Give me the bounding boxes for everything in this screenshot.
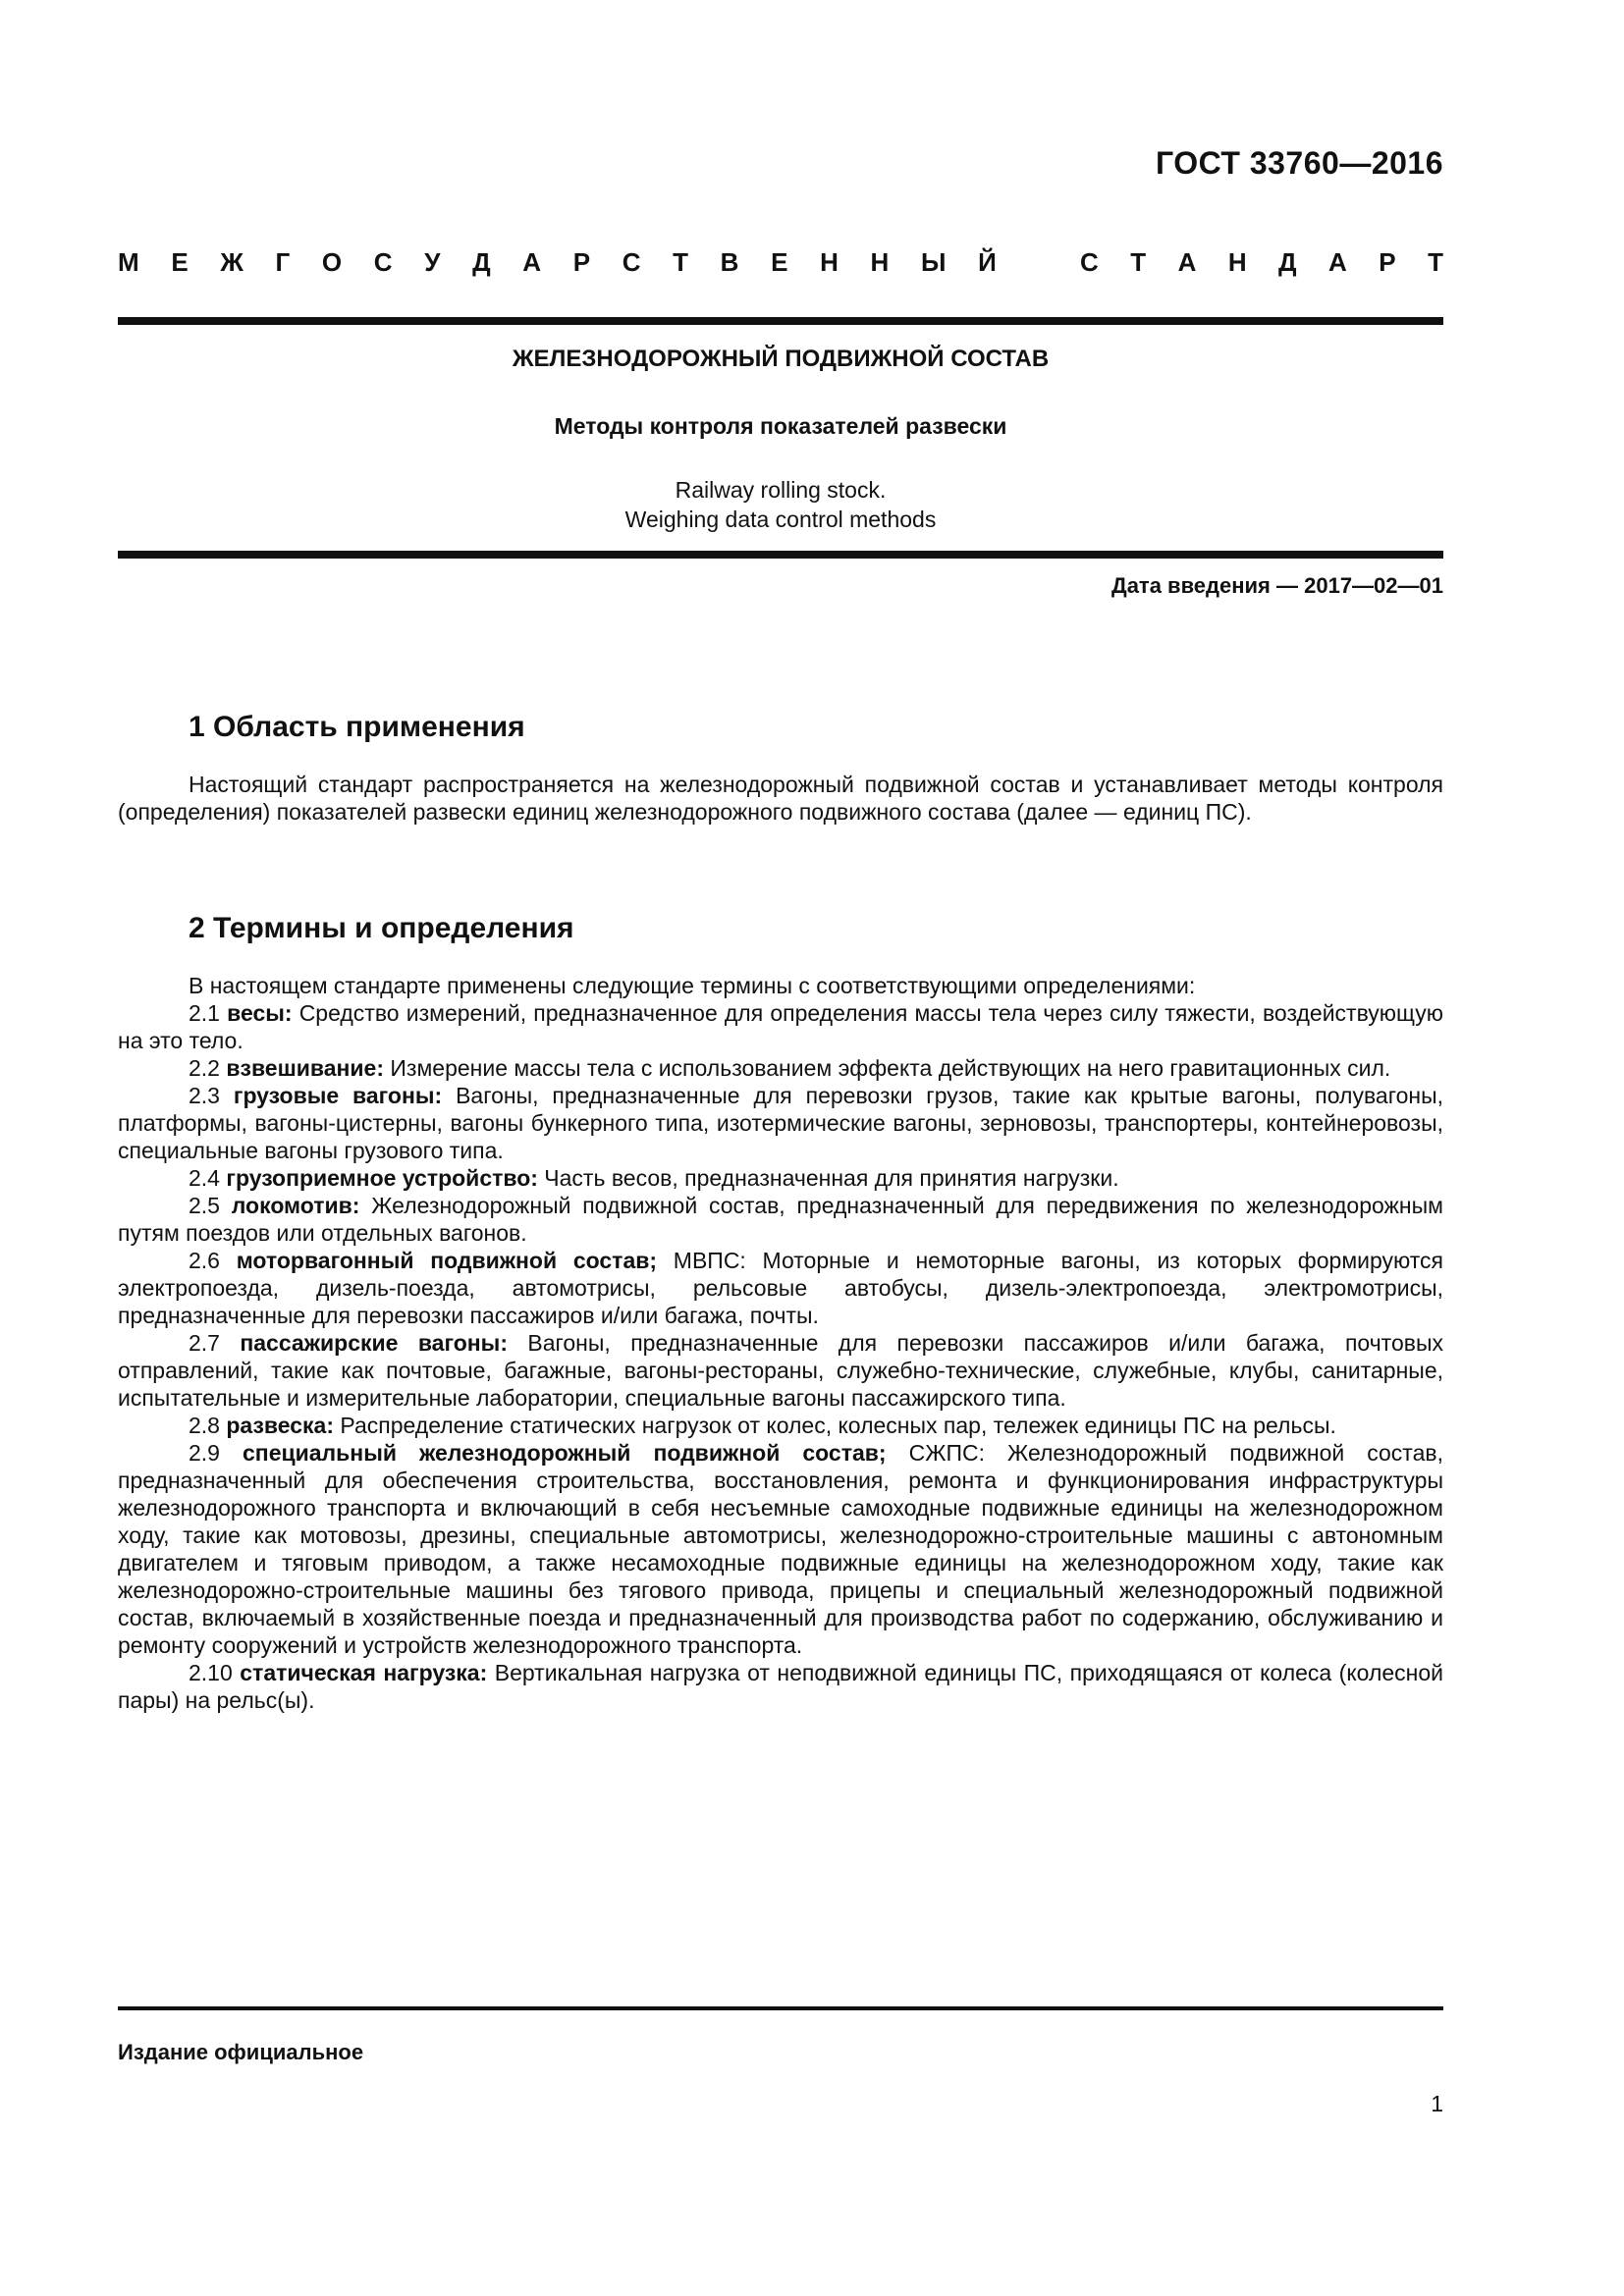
term-name: взвешивание: <box>226 1055 384 1081</box>
banner-letter: Т <box>1130 247 1147 277</box>
section-heading-scope: 1 Область применения <box>189 711 525 743</box>
term-entry <box>118 1439 1443 1659</box>
banner-letter: М <box>118 247 139 277</box>
banner-word-standard <box>1080 247 1443 278</box>
term-number: 2.8 <box>189 1413 227 1438</box>
term-name: моторвагонный подвижной состав; <box>236 1248 658 1273</box>
edition-label: Издание официальное <box>118 2040 364 2064</box>
banner-word-interstate <box>118 247 997 278</box>
term-number: 2.4 <box>189 1165 227 1191</box>
title-divider <box>118 551 1443 559</box>
term-entry <box>118 1192 1443 1247</box>
term-definition: Часть весов, предназначенная для принятия нагрузки. <box>537 1165 1119 1191</box>
introduction-date: Дата введения — 2017—02—01 <box>1111 573 1443 598</box>
term-definition: Вагоны, предназначенные для перевозки грузов, такие как крытые вагоны, полувагоны, платформы, вагоны-цистерны, вагоны бункерного типа, изотермические вагоны, зерновозы, транспортеры, контейнеровозы, специальные вагоны грузового типа. <box>118 1083 1443 1163</box>
term-number: 2.5 <box>189 1193 232 1218</box>
term-entry <box>118 1247 1443 1329</box>
term-entry <box>118 1659 1443 1714</box>
banner-letter: Н <box>820 247 839 277</box>
term-name: специальный железнодорожный подвижной состав; <box>243 1440 887 1466</box>
term-number: 2.3 <box>189 1083 234 1108</box>
banner-letter: С <box>1080 247 1099 277</box>
interstate-standard-banner <box>118 247 1443 278</box>
term-name: грузовые вагоны: <box>233 1083 443 1108</box>
term-entry <box>118 1082 1443 1164</box>
section-heading-terms: 2 Термины и определения <box>189 912 574 944</box>
term-entry <box>118 1329 1443 1412</box>
banner-letter: О <box>321 247 343 277</box>
header-divider <box>118 317 1443 325</box>
term-definition: МВПС: Моторные и немоторные вагоны, из которых формируются электропоезда, дизель-поезда, автомотрисы, рельсовые автобусы, дизель-электропоезда, электромотрисы, предназначенные для перевозки пассажиров и/или багажа, почты. <box>118 1248 1443 1328</box>
banner-letter: Р <box>1379 247 1396 277</box>
english-title-line: Railway rolling stock. <box>675 477 887 503</box>
banner-letter: А <box>1177 247 1197 277</box>
term-number: 2.1 <box>189 1000 228 1026</box>
term-definition: Распределение статических нагрузок от колес, колесных пар, тележек единицы ПС на рельсы. <box>334 1413 1336 1438</box>
banner-letter: А <box>1328 247 1347 277</box>
banner-letter: Т <box>673 247 689 277</box>
banner-letter: Р <box>572 247 591 277</box>
section-body-scope <box>118 771 1443 826</box>
english-title <box>118 475 1443 534</box>
document-title: ЖЕЛЕЗНОДОРОЖНЫЙ ПОДВИЖНОЙ СОСТАВ <box>512 346 1050 372</box>
footer-divider <box>118 2006 1443 2010</box>
banner-letter: Ы <box>920 247 947 277</box>
term-name: развеска: <box>226 1413 335 1438</box>
banner-letter: С <box>373 247 393 277</box>
term-definition: Вертикальная нагрузка от неподвижной единицы ПС, приходящаяся от колеса (колесной пары) на рельс(ы). <box>118 1660 1444 1713</box>
term-name: локомотив: <box>231 1193 360 1218</box>
term-definition: Средство измерений, предназначенное для определения массы тела через силу тяжести, воздействующую на это тело. <box>118 1000 1443 1053</box>
banner-letter: Ж <box>220 247 244 277</box>
banner-letter: Н <box>1227 247 1247 277</box>
term-number: 2.9 <box>189 1440 244 1466</box>
paragraph: В настоящем стандарте применены следующие термины с соответствующими определениями: <box>189 973 1196 998</box>
term-name: весы: <box>227 1000 293 1026</box>
document-page <box>118 0 1443 2296</box>
term-name: грузоприемное устройство: <box>226 1165 538 1191</box>
banner-letter: У <box>424 247 441 277</box>
page-number: 1 <box>1431 2091 1443 2116</box>
banner-letter: Й <box>978 247 997 277</box>
banner-letter: Г <box>275 247 291 277</box>
term-entry <box>118 1412 1443 1439</box>
banner-letter: В <box>720 247 739 277</box>
banner-letter: Н <box>870 247 890 277</box>
term-number: 2.2 <box>189 1055 227 1081</box>
section-body-terms <box>118 972 1443 1714</box>
term-number: 2.6 <box>189 1248 237 1273</box>
term-entry <box>118 1164 1443 1192</box>
term-name: пассажирские вагоны: <box>240 1330 508 1356</box>
term-number: 2.10 <box>189 1660 241 1685</box>
term-entry <box>118 999 1443 1054</box>
document-number: ГОСТ 33760—2016 <box>1155 145 1443 181</box>
banner-letter: А <box>522 247 542 277</box>
document-subtitle: Методы контроля показателей развески <box>554 413 1007 439</box>
term-number: 2.7 <box>189 1330 241 1356</box>
term-definition: СЖПС: Железнодорожный подвижной состав, предназначенный для обеспечения строительства, восстановления, ремонта и функционирования инфраструктуры железнодорожного транспорта и включающий в себя несъемные самоходные подвижные единицы на железнодорожном ходу, такие как мотовозы, дрезины, специальные автомотрисы, железнодорожно-строительные машины с автономным двигателем и тяговым приводом, а также несамоходные подвижные единицы на железнодорожном ходу, такие как железнодорожно-строительные машины без тягового привода, прицепы и специальный железнодорожный подвижной состав, включаемый в хозяйственные поезда и предназначенный для производства работ по содержанию, обслуживанию и ремонту сооружений и устройств железнодорожного транспорта. <box>118 1440 1443 1658</box>
term-entry <box>118 1054 1443 1082</box>
banner-letter: Е <box>171 247 189 277</box>
english-title-line: Weighing data control methods <box>624 507 937 532</box>
term-name: статическая нагрузка: <box>240 1660 488 1685</box>
banner-letter: Д <box>1278 247 1297 277</box>
paragraph: Настоящий стандарт распространяется на железнодорожный подвижной состав и устанавливает методы контроля (определения) показателей развески единиц железнодорожного подвижного состава (далее — единиц ПС). <box>118 772 1443 825</box>
banner-letter: С <box>622 247 641 277</box>
term-definition: Измерение массы тела с использованием эффекта действующих на него гравитационных сил. <box>384 1055 1391 1081</box>
term-definition: Вагоны, предназначенные для перевозки пассажиров и/или багажа, почтовых отправлений, такие как почтовые, багажные, вагоны-рестораны, служебно-технические, служебные, клубы, санитарные, испытательные и измерительные лаборатории, специальные вагоны пассажирского типа. <box>118 1330 1443 1411</box>
banner-letter: Т <box>1428 247 1443 277</box>
term-definition: Железнодорожный подвижной состав, предназначенный для передвижения по железнодорожным путям поездов или отдельных вагонов. <box>118 1193 1443 1246</box>
banner-letter: Е <box>771 247 788 277</box>
banner-letter: Д <box>472 247 491 277</box>
